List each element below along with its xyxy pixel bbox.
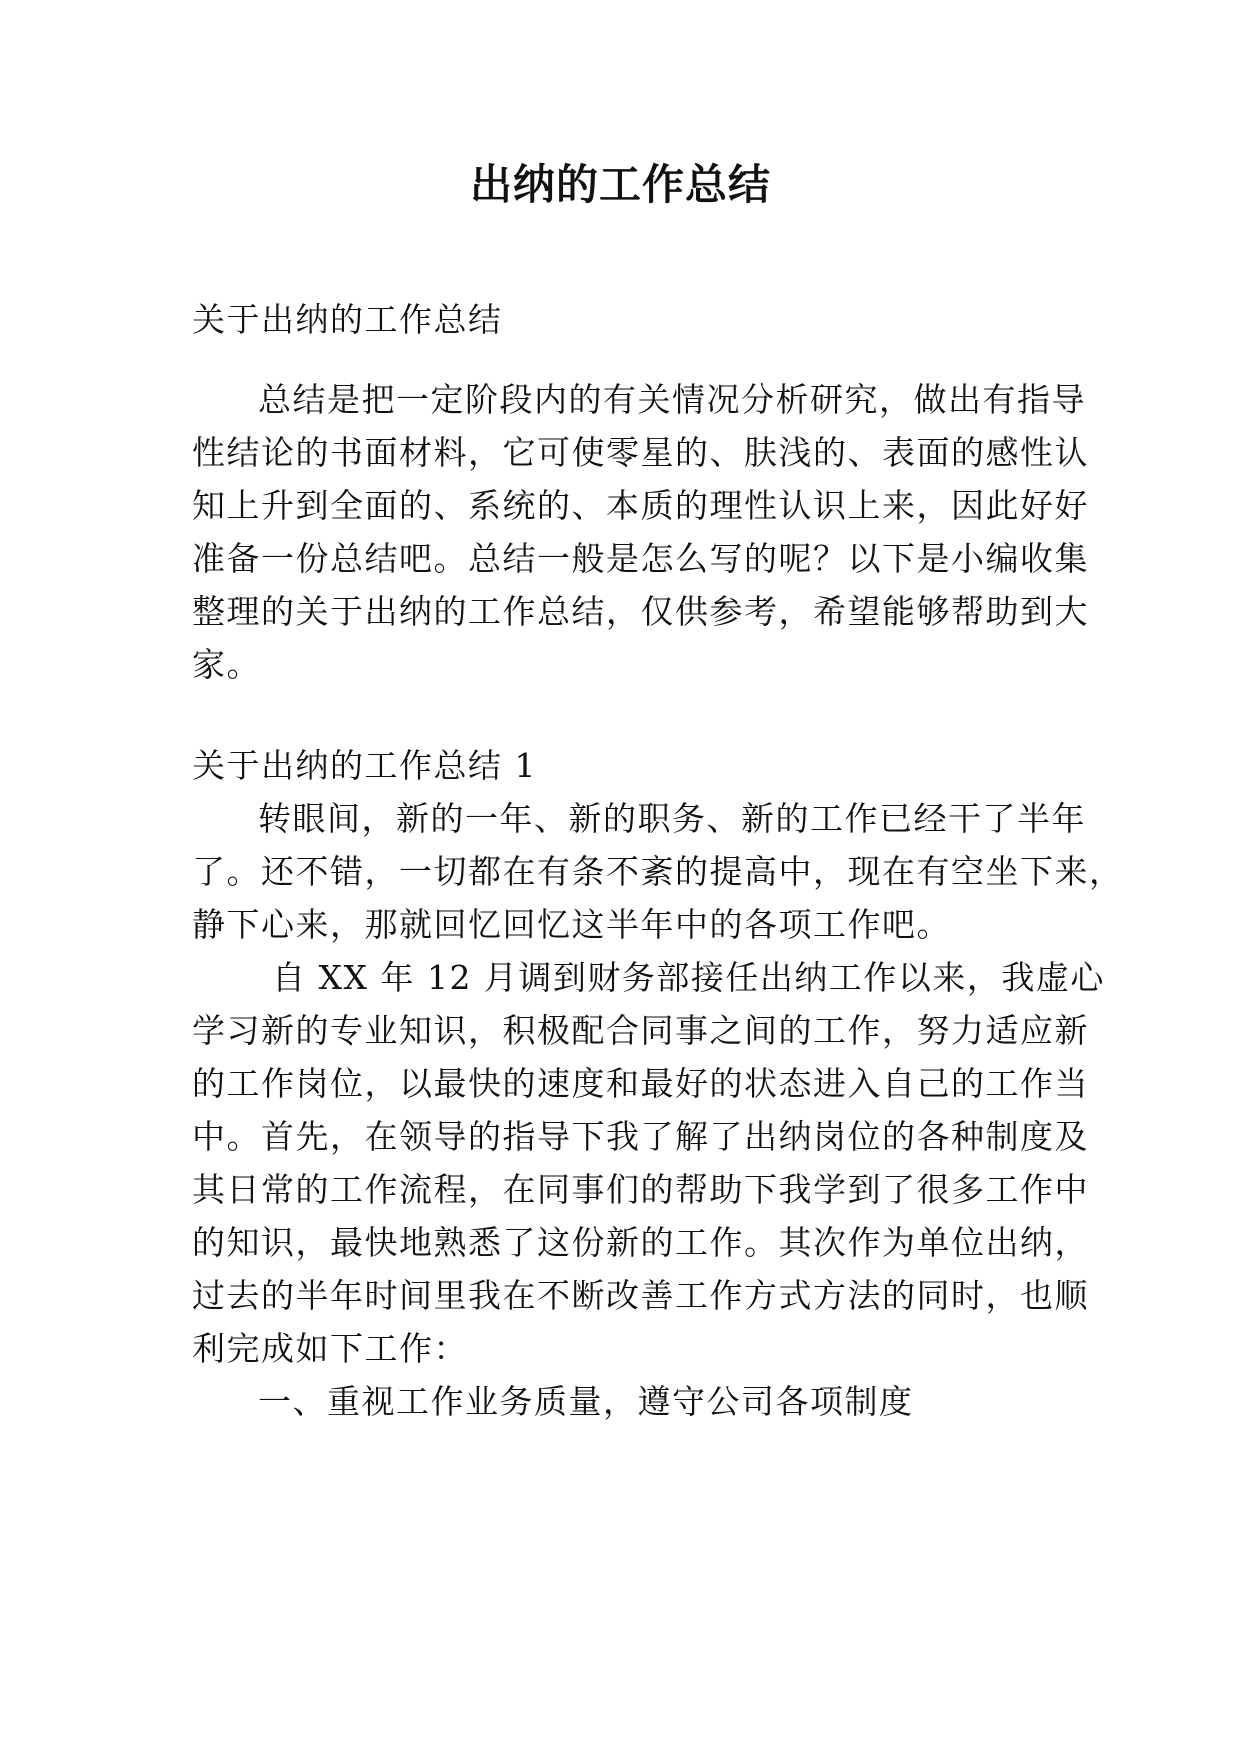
intro-line-4: 准备一份总结吧。总结一般是怎么写的呢？以下是小编收集: [192, 539, 1089, 578]
subtitle: 关于出纳的工作总结: [192, 300, 503, 339]
para2-line-1: 自 XX 年 12 月调到财务部接任出纳工作以来，我虚心: [272, 958, 1105, 997]
intro-line-5: 整理的关于出纳的工作总结，仅供参考，希望能够帮助到大: [192, 592, 1089, 631]
intro-line-2: 性结论的书面材料，它可使零星的、肤浅的、表面的感性认: [192, 433, 1089, 472]
para2-line-3: 的工作岗位，以最快的速度和最好的状态进入自己的工作当: [192, 1064, 1089, 1103]
para2-line-5: 其日常的工作流程，在同事们的帮助下我学到了很多工作中: [192, 1170, 1089, 1209]
list-item-1: 一、重视工作业务质量，遵守公司各项制度: [258, 1382, 914, 1421]
para2-line-4: 中。首先，在领导的指导下我了解了出纳岗位的各种制度及: [192, 1117, 1089, 1156]
document-title: 出纳的工作总结: [469, 160, 771, 209]
para1-line-3: 静下心来，那就回忆回忆这半年中的各项工作吧。: [192, 905, 951, 944]
para2-line-7: 过去的半年时间里我在不断改善工作方式方法的同时，也顺: [192, 1276, 1089, 1315]
para1-line-1: 转眼间，新的一年、新的职务、新的工作已经干了半年: [258, 799, 1086, 838]
intro-line-6: 家。: [192, 645, 261, 684]
intro-line-3: 知上升到全面的、系统的、本质的理性认识上来，因此好好: [192, 486, 1089, 525]
para2-line-8: 利完成如下工作：: [192, 1329, 468, 1368]
para2-line-2: 学习新的专业知识，积极配合同事之间的工作，努力适应新: [192, 1011, 1089, 1050]
para2-line-6: 的知识，最快地熟悉了这份新的工作。其次作为单位出纳，: [192, 1223, 1089, 1262]
intro-line-1: 总结是把一定阶段内的有关情况分析研究，做出有指导: [258, 380, 1086, 419]
para1-line-2: 了。还不错，一切都在有条不紊的提高中，现在有空坐下来，: [192, 852, 1124, 891]
section-heading: 关于出纳的工作总结 1: [192, 746, 537, 785]
